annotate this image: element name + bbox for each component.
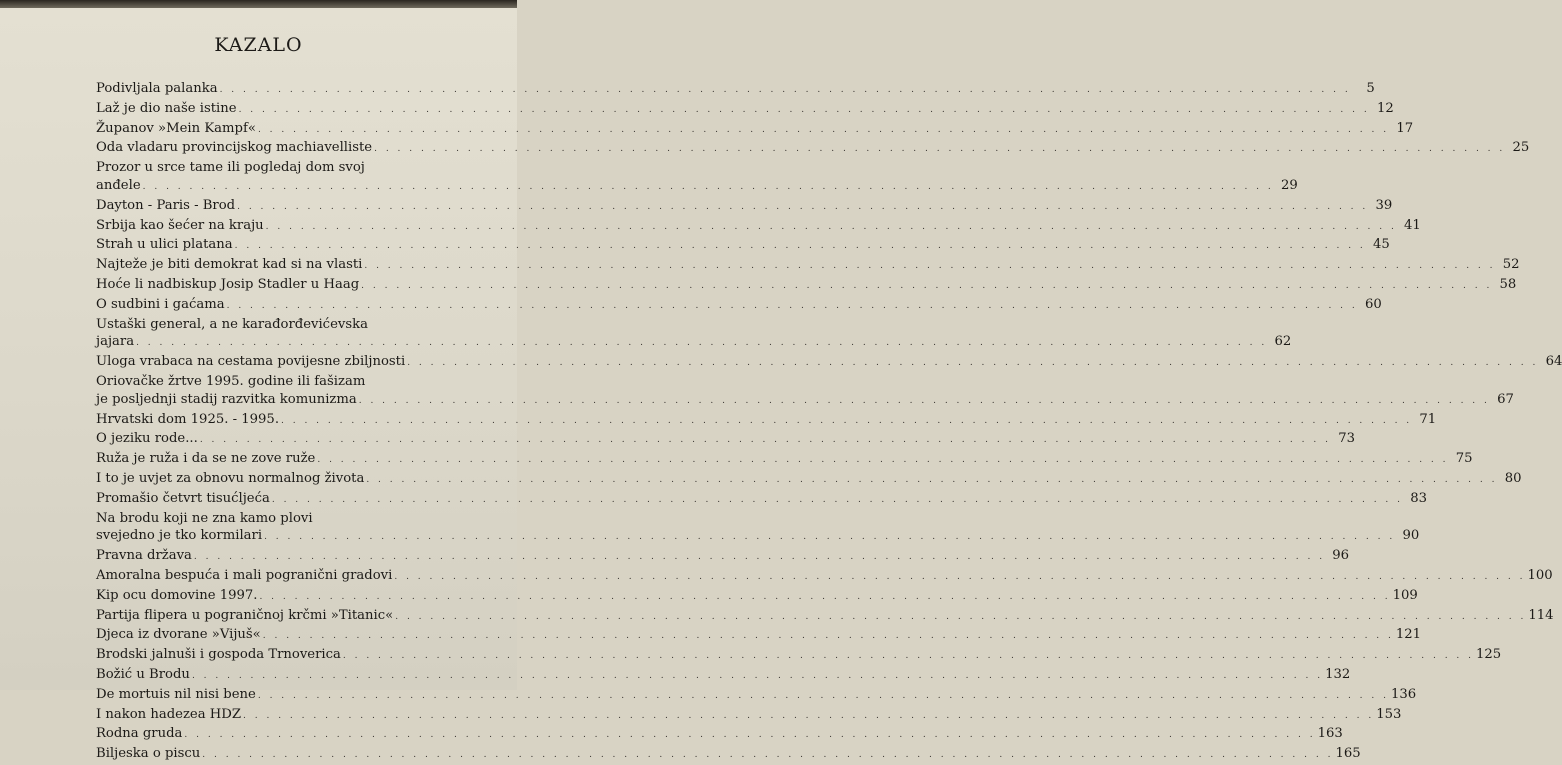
toc-entry [96,100,1394,120]
toc-entry [96,646,1502,666]
dot-leader [374,141,1505,159]
dot-leader [407,355,1538,373]
toc-entry [96,450,1473,470]
toc-entry [96,490,1428,510]
toc-entry-page-number: 52 [1502,257,1520,273]
dot-leader [259,589,1390,607]
toc-entry-title: Rodna gruda [96,726,183,742]
dot-leader [281,413,1412,431]
dot-leader [243,708,1374,726]
toc-entry-title: Hoće li nadbiskup Josip Stadler u Haag [96,276,360,292]
toc-entry-page-number: 121 [1395,627,1422,643]
toc-entry [96,686,1417,706]
toc-entry-page-number: 96 [1332,548,1350,564]
toc-entry [96,353,1562,373]
dot-leader [264,529,1395,547]
toc-entry [96,547,1350,567]
toc-entry [96,745,1361,765]
page-top-shadow [0,0,517,8]
toc-entry [96,139,1530,159]
toc-entry-title: Kip ocu domovine 1997. [96,587,258,603]
toc-entry-title: svejedno je tko kormilari [96,528,263,544]
toc-entry [96,217,1421,237]
toc-entry-page-number: 163 [1317,726,1343,742]
toc-entry-title: O sudbini i gaćama [96,296,225,312]
toc-entry-page-number: 80 [1504,470,1522,486]
toc-entry-title: Pravna država [96,548,192,564]
toc-entry-title: Biljeska o piscu [96,746,201,762]
toc-entry-title-first-line: Na brodu koji ne zna kamo plovi [96,510,313,526]
dot-leader [343,648,1474,666]
toc-entry-title: Partija flipera u pograničnoj krčmi »Titanic« [96,607,394,623]
toc-entry-page-number: 153 [1376,706,1402,722]
dot-leader [258,122,1389,140]
toc-entry-page-number: 83 [1410,490,1428,506]
toc-entry [96,430,1355,450]
table-of-contents [96,80,1562,765]
toc-entry-title: I to je uvjet za obnovu normalnog života [96,470,365,486]
dot-leader [263,628,1394,646]
toc-entry [96,316,1292,354]
toc-entry-title: Podivljala palanka [96,81,218,96]
toc-entry-title: Srbija kao šećer na kraju [96,217,264,233]
toc-entry-title: je posljednji stadij razvitka komunizma [96,391,357,407]
toc-entry [96,159,1298,197]
toc-entry-title: I nakon hadezea HDZ [96,706,242,722]
toc-entry-page-number: 125 [1476,647,1502,663]
dot-leader [235,238,1366,256]
toc-entry-page-number: 25 [1512,140,1530,156]
toc-entry-title: jajara [96,334,135,350]
toc-entry [96,236,1390,256]
toc-entry-title: Brodski jalnuši i gospoda Trnoverica [96,647,341,663]
toc-entry-title: Djeca iz dvorane »Vijuš« [96,627,261,643]
toc-entry [96,510,1420,548]
toc-entry-page-number: 67 [1497,391,1514,407]
toc-entry-page-number: 109 [1392,587,1418,603]
toc-entry-page-number: 75 [1455,451,1473,467]
toc-entry-title: Uloga vrabaca na cestama povijesne zbiljnosti [96,354,406,370]
toc-entry-page-number: 17 [1396,120,1414,136]
toc-entry-title: Hrvatski dom 1925. - 1995. [96,411,280,427]
dot-leader [184,727,1315,745]
dot-leader [317,452,1448,470]
toc-entry-page-number: 39 [1375,197,1393,213]
toc-entry-page-number: 64 [1545,354,1562,370]
toc-entry-page-number: 5 [1366,81,1375,96]
dot-leader [239,102,1370,120]
dot-leader [202,747,1333,765]
toc-entry [96,276,1517,296]
toc-entry-title: Dayton - Paris - Brod [96,197,236,213]
page-title: KAZALO [214,34,303,56]
dot-leader [364,258,1495,276]
toc-entry [96,706,1402,726]
toc-entry-page-number: 12 [1376,100,1394,116]
toc-entry-title: Županov »Mein Kampf« [96,120,256,136]
dot-leader [200,432,1331,450]
toc-entry-title-first-line: Oriovačke žrtve 1995. godine ili fašizam [96,373,366,389]
dot-leader [258,688,1389,706]
toc-entry-page-number: 73 [1338,431,1355,447]
dot-leader [192,668,1323,686]
dot-leader [143,179,1274,197]
toc-entry [96,296,1382,316]
toc-entry [96,725,1343,745]
toc-entry-title: Amoralna bespuća i mali pogranični gradovi [96,567,393,583]
toc-entry-title: Promašio četvrt tisućljeća [96,490,270,506]
toc-entry-page-number: 165 [1335,746,1361,762]
toc-entry-page-number: 29 [1281,177,1298,193]
toc-entry [96,411,1437,431]
dot-leader [361,278,1492,296]
toc-entry-title-first-line: Prozor u srce tame ili pogledaj dom svoj [96,160,365,176]
toc-entry-title: Oda vladaru provincijskog machiavelliste [96,140,373,156]
dot-leader [194,549,1325,567]
toc-entry-title: Božić u Brodu [96,666,190,682]
toc-entry-page-number: 100 [1527,567,1553,583]
toc-entry-page-number: 132 [1325,666,1351,682]
toc-entry-page-number: 136 [1391,686,1417,702]
dot-leader [237,199,1368,217]
dot-leader [227,298,1358,316]
toc-entry-title: Ruža je ruža i da se ne zove ruže [96,451,316,467]
toc-entry [96,373,1514,411]
dot-leader [366,472,1497,490]
toc-entry-title: De mortuis nil nisi bene [96,686,256,702]
toc-entry [96,666,1351,686]
toc-entry [96,567,1553,587]
dot-leader [359,393,1490,411]
dot-leader [136,335,1267,353]
dot-leader [394,569,1525,587]
toc-entry [96,587,1418,607]
toc-entry-page-number: 60 [1364,296,1382,312]
toc-entry [96,80,1375,100]
toc-entry [96,607,1554,627]
toc-entry-title: O jeziku rode... [96,431,198,447]
toc-entry-page-number: 41 [1404,217,1421,233]
toc-entry [96,470,1522,490]
toc-entry [96,626,1422,646]
toc-entry-title: Laž je dio naše istine [96,100,237,116]
toc-entry-page-number: 62 [1274,334,1292,350]
toc-entry-page-number: 114 [1528,607,1554,623]
toc-entry-page-number: 71 [1419,411,1437,427]
dot-leader [395,609,1526,627]
toc-entry-title-first-line: Ustaški general, a ne karađorđevićevska [96,316,368,332]
toc-entry-title: Najteže je biti demokrat kad si na vlasti [96,257,363,273]
toc-entry-page-number: 45 [1373,237,1390,253]
toc-entry-title: Strah u ulici platana [96,237,233,253]
toc-entry-page-number: 58 [1499,276,1517,292]
toc-entry-title: anđele [96,177,141,193]
dot-leader [266,219,1397,237]
dot-leader [220,82,1351,100]
toc-entry [96,197,1393,217]
toc-entry-page-number: 90 [1402,528,1420,544]
toc-entry [96,120,1414,140]
toc-entry [96,256,1520,276]
dot-leader [272,492,1403,510]
